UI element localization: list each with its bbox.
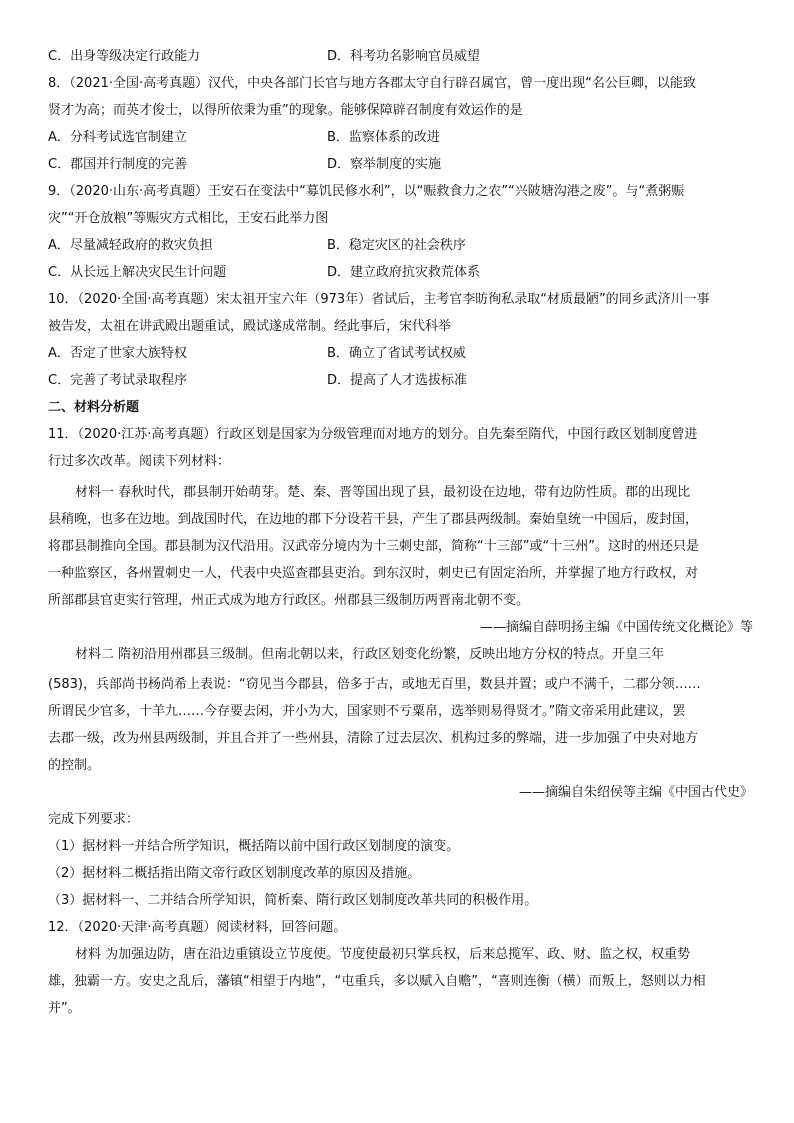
q12-stem: 12．（2020·天津·高考真题）阅读材料，回答问题。 (48, 920, 347, 935)
q10-stem-line-1: 10．（2020·全国·高考真题）宋太祖开宝六年（973年）省试后，主考官李昉徇私录取“材质最陋”的同乡武济川一事 (48, 292, 710, 307)
q8-option-c: C．郡国并行制度的完善 (48, 157, 188, 172)
q9-stem-line-2: 灾”“开仓放粮”等赈灾方式相比，王安石此举力图 (48, 211, 329, 226)
q9-option-d: D．建立政府抗灾救荒体系 (327, 265, 481, 280)
q10-option-d: D．提高了人才选拔标准 (327, 373, 468, 388)
q8-option-b: B．监察体系的改进 (327, 130, 440, 145)
q11-requirement-2: （2）据材料二概括指出隋文帝行政区划制度改革的原因及措施。 (48, 866, 421, 881)
q8-stem-line-2: 贤才为高；而英才俊士，以得所依秉为重”的现象。能够保障辟召制度有效运作的是 (48, 103, 523, 118)
q11-material1-line-3: 将郡县制推向全国。郡县制为汉代沿用。汉武帝分境内为十三刺史部，简称“十三部”或“十三州”。这时的州还只是 (48, 539, 699, 554)
q11-requirements-intro: 完成下列要求： (48, 812, 140, 827)
q10-option-c: C．完善了考试录取程序 (48, 373, 188, 388)
q7-option-d: D．科考功名影响官员威望 (327, 49, 481, 64)
q11-material2-line-4: 去郡一级，改为州县两级制，并且合并了一些州县，清除了过去层次、机构过多的弊端，进一步加强了中央对地方 (48, 731, 699, 746)
q11-material1-line-2: 县稍晚，也多在边地。到战国时代，在边地的郡下分设若干县，产生了郡县两级制。秦始皇统一中国后，废封国， (48, 512, 699, 527)
q10-stem-line-2: 被告发，太祖在讲武殿出题重试，殿试遂成常制。经此事后，宋代科举 (48, 319, 452, 334)
q11-material2-line-2: (583)，兵部尚书杨尚希上表说：“窃见当今郡县，倍多于古，或地无百里，数县并置；或户不满千，二郡分领…… (48, 677, 701, 692)
q11-material1-line-5: 所部郡县官吏实行管理，州正式成为地方行政区。州郡县三级制历两晋南北朝不变。 (48, 593, 530, 608)
q12-material-line-3: 并”。 (48, 1001, 81, 1016)
q11-stem-line-2: 行过多次改革。阅读下列材料： (48, 454, 231, 469)
q11-material2-line-1: 材料二 隋初沿用州郡县三级制。但南北朝以来，行政区划变化纷繁，反映出地方分权的特点。开皇三年 (75, 647, 665, 662)
q9-stem-line-1: 9．（2020·山东·高考真题）王安石在变法中“募饥民修水利”，以“赈救食力之农”“兴陂塘沟港之废”。与“煮粥赈 (48, 184, 685, 199)
q8-option-a: A．分科考试选官制建立 (48, 130, 187, 145)
q11-material1-line-4: 一种监察区，各州置刺史一人，代表中央巡查郡县吏治。到东汉时，刺史已有固定治所，并掌握了地方行政权，对 (48, 566, 699, 581)
q7-option-c: C．出身等级决定行政能力 (48, 49, 201, 64)
q12-material-line-2: 雄，独霸一方。安史之乱后，藩镇“相望于内地”，“屯重兵，多以赋入自赡”，“喜则连衡（横）而叛上，怒则以力相 (48, 974, 706, 989)
section-heading: 二、材料分析题 (48, 400, 140, 415)
q11-material1-line-1: 材料一 春秋时代，郡县制开始萌芽。楚、秦、晋等国出现了县，最初设在边地，带有边防性质。郡的出现比 (75, 485, 691, 500)
q11-material1-source: ——摘编自薛明扬主编《中国传统文化概论》等 (479, 620, 753, 635)
q10-option-a: A．否定了世家大族特权 (48, 346, 187, 361)
q11-requirement-3: （3）据材料一、二并结合所学知识，简析秦、隋行政区划制度改革共同的积极作用。 (48, 893, 538, 908)
q11-material2-line-3: 所谓民少官多，十羊九……今存要去闲，并小为大，国家则不亏粟帛，选举则易得贤才。”隋文帝采用此建议，罢 (48, 704, 686, 719)
q11-material2-line-5: 的控制。 (48, 758, 101, 773)
q9-option-b: B．稳定灾区的社会秩序 (327, 238, 466, 253)
q9-option-a: A．尽量减轻政府的救灾负担 (48, 238, 213, 253)
q10-option-b: B．确立了省试考试权威 (327, 346, 466, 361)
q9-option-c: C．从长远上解决灾民生计问题 (48, 265, 227, 280)
q11-requirement-1: （1）据材料一并结合所学知识，概括隋以前中国行政区划制度的演变。 (48, 839, 460, 854)
q12-material-line-1: 材料 为加强边防，唐在沿边重镇设立节度使。节度使最初只掌兵权，后来总揽军、政、财、监之权，权重势 (75, 947, 691, 962)
q11-stem-line-1: 11．（2020·江苏·高考真题）行政区划是国家为分级管理而对地方的划分。自先秦至隋代，中国行政区划制度曾进 (48, 427, 698, 442)
q8-option-d: D．察举制度的实施 (327, 157, 442, 172)
q8-stem-line-1: 8．（2021·全国·高考真题）汉代，中央各部门长官与地方各郡太守自行辟召属官，曾一度出现“名公巨卿，以能致 (48, 76, 696, 91)
q11-material2-source: ——摘编自朱绍侯等主编《中国古代史》 (518, 785, 753, 800)
